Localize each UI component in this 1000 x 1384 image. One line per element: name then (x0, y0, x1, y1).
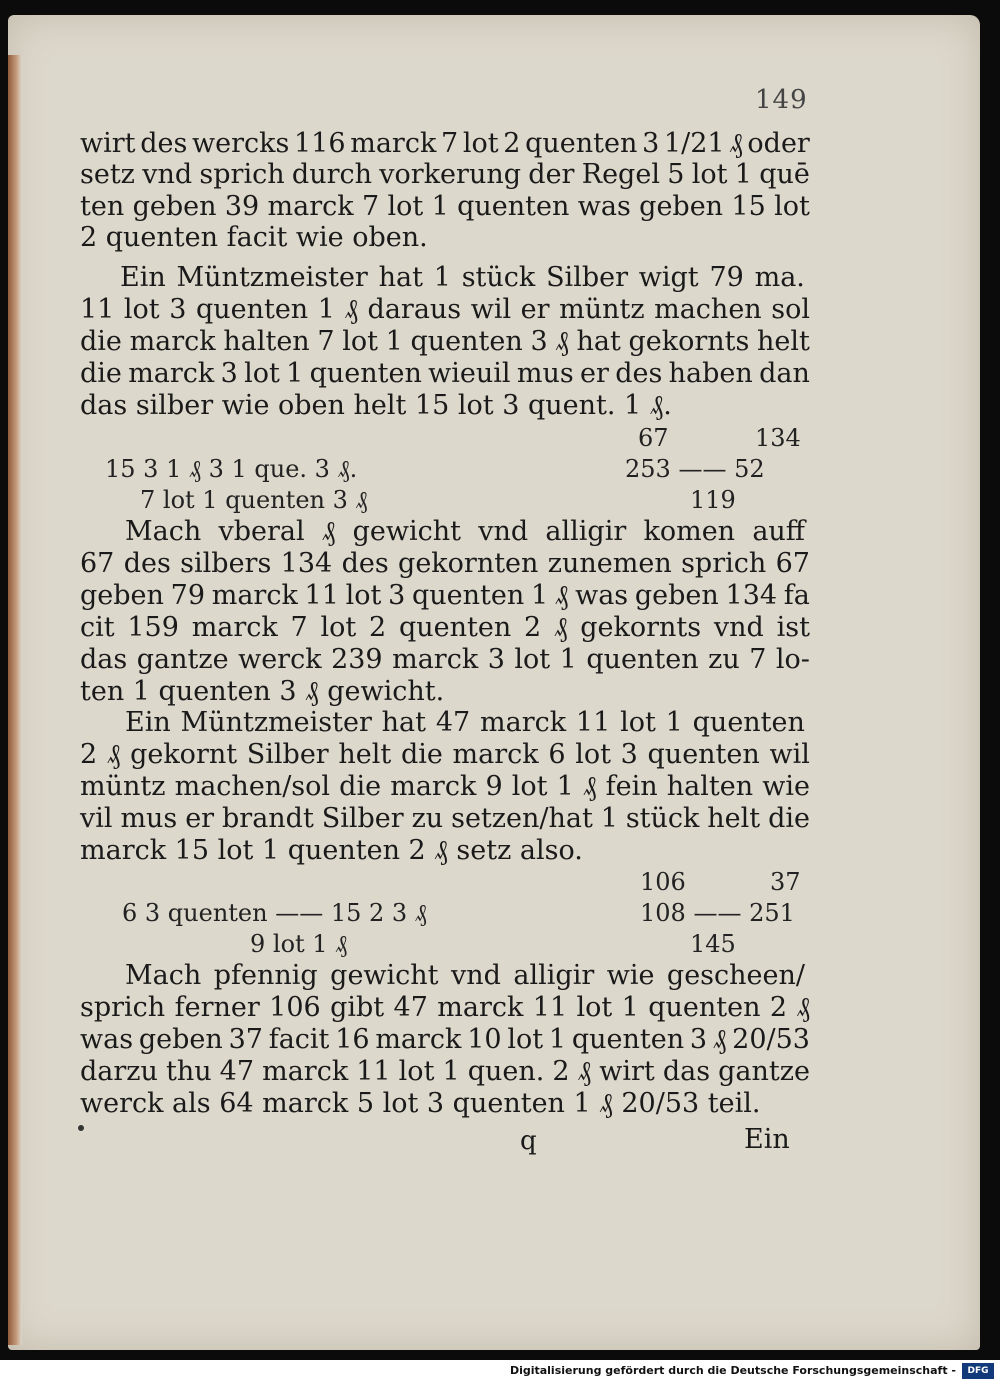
calc2-bottom: 145 (690, 930, 736, 958)
calc2-left: 6 3 quenten —— 15 2 3 ₰ (122, 899, 427, 927)
text-line: ten 1 quenten 3 ₰ gewicht. (80, 676, 445, 707)
text-line: marck 15 lot 1 quenten 2 ₰ setz also. (80, 835, 583, 866)
text-line: geben 79 marck 11 lot 3 quenten 1 ₰ was geben 134 fa (80, 580, 810, 611)
page-edge (8, 55, 22, 1345)
dfg-logo: DFG (962, 1363, 994, 1379)
calc1-mid: 253 —— 52 (625, 455, 765, 483)
text-line: 2 ₰ gekornt Silber helt die marck 6 lot 3 quenten wil (80, 739, 810, 770)
text-line: vil mus er brandt Silber zu setzen/hat 1 stück helt die (80, 803, 810, 834)
ink-dot (78, 1125, 84, 1131)
text-line: 67 des silbers 134 des gekornten zunemen sprich 67 (80, 548, 810, 579)
text-line: die marck 3 lot 1 quenten wieuil mus er des haben dan (80, 358, 810, 389)
calc1-top-b: 134 (755, 424, 801, 452)
calc1-below: 7 lot 1 quenten 3 ₰ (140, 486, 368, 514)
text-line: sprich ferner 106 gibt 47 marck 11 lot 1 quenten 2 ₰ (80, 992, 810, 1023)
text-line: 2 quenten facit wie oben. (80, 222, 428, 253)
text-line: cit 159 marck 7 lot 2 quenten 2 ₰ gekornts vnd ist (80, 612, 810, 643)
text-line: das gantze werck 239 marck 3 lot 1 quenten zu 7 lo- (80, 644, 810, 675)
catchword: Ein (744, 1124, 790, 1155)
text-line: Ein Müntzmeister hat 1 stück Silber wigt 79 ma. (120, 262, 805, 293)
page-number: 149 (755, 85, 808, 115)
text-line: Mach pfennig gewicht vnd alligir wie gescheen/ (125, 960, 805, 991)
text-line: Ein Müntzmeister hat 47 marck 11 lot 1 quenten (125, 707, 805, 738)
funding-note: Digitalisierung gefördert durch die Deutsche Forschungsgemeinschaft - (509, 1364, 956, 1377)
calc1-left: 15 3 1 ₰ 3 1 que. 3 ₰. (105, 455, 358, 483)
text-line: die marck halten 7 lot 1 quenten 3 ₰ hat gekornts helt (80, 326, 810, 357)
text-line: darzu thu 47 marck 11 lot 1 quen. 2 ₰ wirt das gantze (80, 1056, 810, 1087)
calc2-top-b: 37 (770, 868, 801, 896)
text-line: müntz machen/sol die marck 9 lot 1 ₰ fein halten wie (80, 771, 810, 802)
text-line: wirt des wercks 116 marck 7 lot 2 quenten 3 1/21 ₰ oder (80, 128, 810, 159)
calc1-top-a: 67 (638, 424, 669, 452)
calc1-bottom: 119 (690, 486, 736, 514)
text-line: ten geben 39 marck 7 lot 1 quenten was geben 15 lot (80, 191, 810, 222)
text-line: setz vnd sprich durch vorkerung der Regel 5 lot 1 quē (80, 159, 810, 190)
calc2-top-a: 106 (640, 868, 686, 896)
text-line: werck als 64 marck 5 lot 3 quenten 1 ₰ 20/53 teil. (80, 1088, 761, 1119)
calc2-below: 9 lot 1 ₰ (250, 930, 348, 958)
calc2-mid: 108 —— 251 (640, 899, 795, 927)
footer-bar (0, 1360, 1000, 1384)
signature-mark: q (520, 1126, 537, 1156)
text-line: das silber wie oben helt 15 lot 3 quent. 1 ₰. (80, 390, 672, 421)
text-line: was geben 37 facit 16 marck 10 lot 1 quenten 3 ₰ 20/53 (80, 1024, 810, 1055)
text-line: 11 lot 3 quenten 1 ₰ daraus wil er müntz machen sol (80, 294, 810, 325)
text-line: Mach vberal ₰ gewicht vnd alligir komen auff (125, 516, 805, 547)
